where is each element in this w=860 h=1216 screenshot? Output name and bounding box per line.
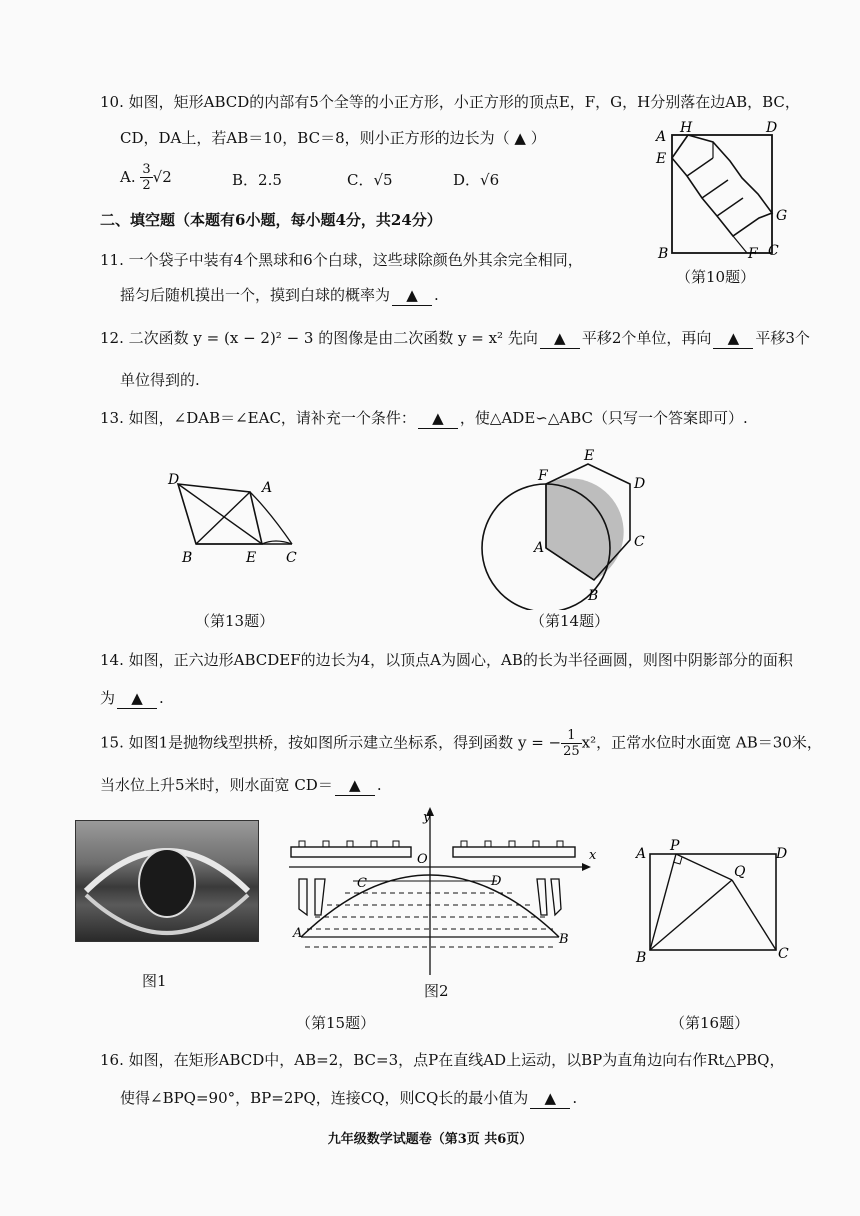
- label-g: G: [776, 208, 788, 224]
- q10-line1: [100, 92, 800, 112]
- q16-number: 16.: [100, 1051, 124, 1069]
- q11-line2: 摇匀后随机摸出一个，摸到白球的概率为 ▲ .: [120, 286, 439, 304]
- rectangle-abcd: [650, 854, 776, 950]
- q12-line1: 12. 二次函数 y = (x − 2)² − 3 的图像是由二次函数 y = x² 先向 ▲ 平移2个单位，再向 ▲ 平移3个: [100, 329, 810, 347]
- label-o: O: [417, 852, 428, 867]
- label-a: A: [293, 926, 303, 941]
- answer-blank: ▲: [117, 688, 157, 709]
- label-p: P: [670, 838, 680, 854]
- label-e: E: [656, 151, 667, 167]
- small-squares-outline: [672, 135, 772, 236]
- page-footer: 九年级数学试题卷（第3页 共6页）: [327, 1132, 533, 1147]
- label-b: B: [182, 550, 193, 566]
- bridge-photo: [75, 820, 259, 942]
- label-c: C: [634, 534, 645, 550]
- label-a: A: [534, 540, 545, 556]
- label-c: C: [286, 550, 297, 566]
- fig1-label: 图1: [142, 972, 167, 990]
- q16-line1: 16. 如图，在矩形ABCD中，AB=2，BC=3，点P在直线AD上运动，以BP为直角边向右作Rt△PBQ，: [100, 1051, 785, 1069]
- answer-blank-2: ▲: [713, 328, 753, 349]
- label-d: D: [491, 874, 502, 889]
- q10-options: [120, 162, 172, 193]
- q10-option-d: D．√6: [453, 171, 500, 189]
- q10-caption: （第10题）: [676, 268, 756, 286]
- q14-caption: （第14题）: [530, 612, 610, 630]
- label-c: C: [768, 243, 779, 259]
- label-c: C: [778, 946, 789, 962]
- q12-line2: 单位得到的.: [120, 371, 200, 389]
- answer-blank-1: ▲: [540, 328, 580, 349]
- q11-number: 11.: [100, 251, 124, 269]
- label-e: E: [246, 550, 257, 566]
- q14-line1: 14. 如图，正六边形ABCDEF的边长为4，以顶点A为圆心，AB的长为半径画圆，则图中阴影部分的面积: [100, 651, 793, 669]
- label-b: B: [658, 246, 669, 262]
- q15-caption: （第15题）: [296, 1014, 376, 1032]
- label-d: D: [168, 472, 180, 488]
- q10-figure: [650, 118, 800, 268]
- label-y: y: [423, 810, 431, 825]
- q14-line2: 为 ▲ .: [100, 689, 164, 707]
- q15-line2: 当水位上升5米时，则水面宽 CD＝ ▲ .: [100, 776, 382, 794]
- q14-figure: [480, 440, 670, 610]
- q13-figure: [160, 462, 320, 572]
- section-heading: 二、填空题（本题有6小题，每小题4分，共24分）: [100, 211, 442, 229]
- label-a: A: [262, 480, 273, 496]
- q12-number: 12.: [100, 329, 124, 347]
- label-e: E: [584, 448, 595, 464]
- q10-option-b: B．2.5: [232, 171, 282, 189]
- label-b: B: [588, 588, 599, 604]
- fig2-label: 图2: [424, 982, 449, 1000]
- q16-caption: （第16题）: [670, 1014, 750, 1032]
- q11-line1: [100, 250, 583, 270]
- label-f: F: [748, 246, 758, 262]
- q16-line2: 使得∠BPQ=90°，BP=2PQ，连接CQ，则CQ长的最小值为 ▲ .: [120, 1089, 578, 1107]
- label-h: H: [680, 120, 693, 136]
- answer-blank: ▲: [530, 1088, 570, 1109]
- q13-line: 13. 如图，∠DAB＝∠EAC，请补充一个条件： ▲ ，使△ADE∽△ABC（只写一个答案即可）.: [100, 409, 748, 427]
- label-c: C: [357, 876, 367, 891]
- shaded-region: [546, 478, 624, 580]
- q15-line1: 15. 如图1是抛物线型拱桥，按如图所示建立坐标系，得到函数 y = − $\frac{1}{25}$ x²，正常水位时水面宽 AB＝30米，: [100, 728, 822, 759]
- q15-number: 15.: [100, 733, 124, 752]
- label-a: A: [636, 846, 647, 862]
- fraction: $\frac{3}{2}$: [142, 162, 151, 193]
- q13-caption: （第13题）: [195, 612, 275, 630]
- q10-stem-2: CD，DA上，若AB＝10，BC＝8，则小正方形的边长为（ ▲ ）: [120, 129, 546, 147]
- label-x: x: [589, 848, 597, 863]
- q14-number: 14.: [100, 651, 124, 669]
- label-f: F: [538, 468, 548, 484]
- fraction: $\frac{1}{25}$: [563, 728, 580, 759]
- label-b: B: [636, 950, 647, 966]
- label-b: B: [559, 932, 569, 947]
- q10-stem-1: 如图，矩形ABCD的内部有5个全等的小正方形，小正方形的顶点E，F，G，H分别落在边AB，BC，: [128, 93, 800, 111]
- q16-figure: [630, 838, 795, 968]
- label-d: D: [776, 846, 788, 862]
- label-q: Q: [734, 864, 746, 880]
- q13-number: 13.: [100, 409, 124, 427]
- q10-option-c: C．√5: [347, 171, 393, 189]
- label-d: D: [634, 476, 646, 492]
- label-a: A: [656, 129, 667, 145]
- q11-stem-1: 一个袋子中装有4个黑球和6个白球，这些球除颜色外其余完全相同，: [128, 251, 583, 269]
- label-d: D: [766, 120, 778, 136]
- answer-blank: ▲: [392, 285, 432, 306]
- q15-coordinate-figure: [285, 805, 605, 980]
- q10-option-a: A. $\frac{3}{2}$ √2: [120, 162, 172, 193]
- answer-blank: ▲: [335, 775, 375, 796]
- q10-number: 10.: [100, 93, 124, 111]
- answer-blank: ▲: [418, 408, 458, 429]
